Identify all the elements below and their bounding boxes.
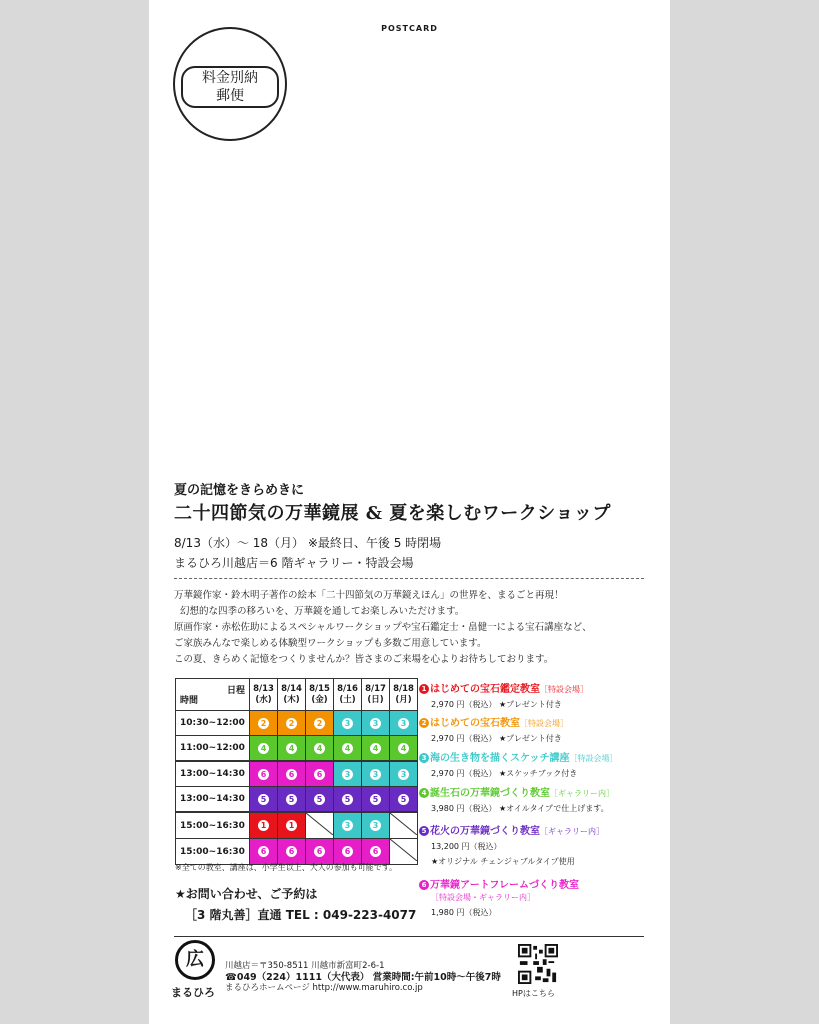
schedule-table xyxy=(175,678,418,865)
workshop-number: 5 xyxy=(286,794,297,805)
schedule-row xyxy=(176,761,418,787)
workshop-number: 4 xyxy=(314,743,325,754)
schedule-cell xyxy=(390,839,418,865)
workshop-number: 3 xyxy=(370,820,381,831)
schedule-cell xyxy=(334,812,362,839)
schedule-row xyxy=(176,787,418,813)
workshop-name: 万華鏡アートフレームづくり教室 xyxy=(430,880,579,891)
schedule-day-header xyxy=(278,679,306,711)
schedule-day-header xyxy=(390,679,418,711)
day-date: 8/13 xyxy=(253,683,274,694)
schedule-cell xyxy=(250,812,278,839)
workshop-title xyxy=(419,822,669,837)
workshop-name: 誕生石の万華鏡づくり教室 xyxy=(430,788,550,799)
workshop-number: 6 xyxy=(370,846,381,857)
workshop-item xyxy=(419,680,669,710)
workshop-number: 4 xyxy=(370,743,381,754)
schedule-cell xyxy=(362,787,390,813)
day-date: 8/17 xyxy=(365,683,386,694)
day-of-week: (土) xyxy=(339,694,356,705)
schedule-cell xyxy=(334,761,362,787)
workshop-number: 6 xyxy=(258,846,269,857)
schedule-cell xyxy=(278,812,306,839)
workshop-number: 5 xyxy=(398,794,409,805)
schedule-time: 15:00~16:30 xyxy=(176,812,250,839)
schedule-day-header xyxy=(362,679,390,711)
workshop-detail: 3,980 円（税込） ★オイルタイプで仕上げます。 xyxy=(431,804,609,813)
event-tagline: 夏の記憶をきらめきに xyxy=(174,483,305,498)
event-date: 8/13（水）～ 18（月） ※最終日、午後 5 時閉場 xyxy=(174,536,442,550)
schedule-cell xyxy=(390,761,418,787)
schedule-cell xyxy=(306,711,334,736)
day-date: 8/18 xyxy=(393,683,414,694)
workshop-name: 海の生き物を描くスケッチ講座 xyxy=(430,753,570,764)
schedule-cell xyxy=(390,711,418,736)
workshop-name: 花火の万華鏡づくり教室 xyxy=(430,826,540,837)
event-description xyxy=(174,588,664,668)
postage-stamp-mark xyxy=(173,27,287,141)
schedule-row xyxy=(176,839,418,865)
workshop-number: 6 xyxy=(286,769,297,780)
maruhiro-logo-icon: 広 xyxy=(175,940,215,980)
workshop-number: 6 xyxy=(286,846,297,857)
store-address: 川越店＝〒350-8511 川越市新富町2-6-1 xyxy=(225,961,385,971)
schedule-cell xyxy=(278,787,306,813)
schedule-cell xyxy=(250,761,278,787)
description-line: 幻想的な四季の移ろいを、万華鏡を通してお楽しみいただけます。 xyxy=(180,606,465,617)
store-homepage[interactable]: まるひろホームページ http://www.maruhiro.co.jp xyxy=(225,983,423,993)
schedule-day-header xyxy=(250,679,278,711)
workshop-number: 4 xyxy=(286,743,297,754)
workshop-detail-extra: ★オリジナル チェンジャブルタイプ使用 xyxy=(431,857,575,866)
workshop-location: ［ギャラリー内］ xyxy=(540,827,604,836)
schedule-cell xyxy=(334,736,362,762)
workshop-number: 6 xyxy=(314,846,325,857)
workshop-number: 3 xyxy=(419,753,429,763)
no-session-slash xyxy=(306,813,333,835)
workshop-title xyxy=(419,749,669,764)
postcard xyxy=(149,0,670,1024)
workshop-title xyxy=(419,714,669,729)
corner-date-label: 日程 xyxy=(226,686,245,696)
store-phone: ☎049（224）1111（大代表） 営業時間:午前10時～午後7時 xyxy=(225,972,501,983)
day-of-week: (日) xyxy=(367,694,384,705)
workshop-number: 2 xyxy=(258,718,269,729)
workshop-number: 3 xyxy=(370,718,381,729)
schedule-day-header xyxy=(306,679,334,711)
schedule-cell xyxy=(362,812,390,839)
divider xyxy=(174,578,644,579)
schedule-cell xyxy=(250,736,278,762)
schedule-cell xyxy=(306,812,334,839)
schedule-cell xyxy=(390,736,418,762)
schedule-time: 11:00~12:00 xyxy=(176,736,250,762)
workshop-number: 6 xyxy=(342,846,353,857)
day-of-week: (木) xyxy=(283,694,300,705)
event-venue: まるひろ川越店＝6 階ギャラリー・特設会場 xyxy=(174,556,414,570)
workshop-number: 5 xyxy=(419,826,429,836)
workshop-number: 4 xyxy=(342,743,353,754)
workshop-number: 4 xyxy=(419,788,429,798)
schedule-row xyxy=(176,736,418,762)
schedule-cell xyxy=(306,839,334,865)
schedule-note: ※全ての教室、講座は、小学生以上、大人の参加も可能です。 xyxy=(175,863,398,872)
workshop-number: 3 xyxy=(342,718,353,729)
day-of-week: (水) xyxy=(255,694,272,705)
schedule-day-header xyxy=(334,679,362,711)
schedule-time: 10:30~12:00 xyxy=(176,711,250,736)
workshop-detail: 2,970 円（税込） ★プレゼント付き xyxy=(431,734,562,743)
workshop-number: 2 xyxy=(286,718,297,729)
workshop-location: ［特設会場・ギャラリー内］ xyxy=(431,893,535,902)
day-of-week: (金) xyxy=(311,694,328,705)
description-line: この夏、きらめく記憶をつくりませんか？皆さまのご来場を心よりお待ちしております。 xyxy=(174,654,554,665)
stamp-line-2: 郵便 xyxy=(216,88,244,104)
schedule-cell xyxy=(362,839,390,865)
workshop-item xyxy=(419,876,669,918)
workshop-number: 6 xyxy=(258,769,269,780)
workshop-number: 6 xyxy=(314,769,325,780)
schedule-time: 15:00~16:30 xyxy=(176,839,250,865)
stamp-line-1: 料金別納 xyxy=(202,70,258,86)
postcard-label: POSTCARD xyxy=(381,24,438,33)
workshop-name: はじめての宝石鑑定教室 xyxy=(430,684,540,695)
workshop-number: 5 xyxy=(342,794,353,805)
workshop-name: はじめての宝石教室 xyxy=(430,718,520,729)
schedule-cell xyxy=(278,736,306,762)
workshop-number: 1 xyxy=(419,684,429,694)
workshop-title xyxy=(419,680,669,695)
schedule-cell xyxy=(390,812,418,839)
schedule-row xyxy=(176,812,418,839)
workshop-location: ［ギャラリー内］ xyxy=(550,789,614,798)
schedule-cell xyxy=(278,761,306,787)
workshop-number: 5 xyxy=(314,794,325,805)
event-title: 二十四節気の万華鏡展 & 夏を楽しむワークショップ xyxy=(174,503,611,524)
schedule-cell xyxy=(306,736,334,762)
corner-time-label: 時間 xyxy=(180,696,199,706)
workshop-number: 1 xyxy=(258,820,269,831)
schedule-cell xyxy=(306,787,334,813)
workshop-item xyxy=(419,714,669,744)
inquiry-heading: ★お問い合わせ、ご予約は xyxy=(175,887,318,901)
workshop-number: 3 xyxy=(342,820,353,831)
workshop-number: 5 xyxy=(258,794,269,805)
schedule-row xyxy=(176,711,418,736)
qr-label: HPはこちら xyxy=(512,989,555,998)
day-date: 8/15 xyxy=(309,683,330,694)
workshop-item xyxy=(419,784,669,814)
schedule-cell xyxy=(362,711,390,736)
schedule-cell xyxy=(278,711,306,736)
workshop-number: 4 xyxy=(258,743,269,754)
workshop-title xyxy=(419,876,669,891)
workshop-location: ［特設会場］ xyxy=(540,685,588,694)
schedule-cell xyxy=(362,736,390,762)
workshop-number: 6 xyxy=(419,880,429,890)
workshop-number: 2 xyxy=(419,718,429,728)
schedule-cell xyxy=(250,711,278,736)
workshop-number: 3 xyxy=(398,718,409,729)
workshop-number: 1 xyxy=(286,820,297,831)
workshop-number: 5 xyxy=(370,794,381,805)
workshop-detail: 13,200 円（税込） xyxy=(431,842,502,851)
schedule-cell xyxy=(250,839,278,865)
schedule-cell xyxy=(250,787,278,813)
logo-text: まるひろ xyxy=(171,986,215,999)
schedule-time: 13:00~14:30 xyxy=(176,761,250,787)
workshop-number: 3 xyxy=(370,769,381,780)
schedule-cell xyxy=(278,839,306,865)
day-date: 8/14 xyxy=(281,683,302,694)
workshop-location: ［特設会場］ xyxy=(569,754,618,763)
schedule-cell xyxy=(334,711,362,736)
schedule-cell xyxy=(306,761,334,787)
workshop-item xyxy=(419,822,669,867)
qr-code-icon[interactable] xyxy=(518,944,558,984)
schedule-cell xyxy=(334,787,362,813)
workshop-title xyxy=(419,784,669,799)
store-address-block xyxy=(225,961,501,994)
workshop-number: 4 xyxy=(398,743,409,754)
schedule-cell xyxy=(334,839,362,865)
footer-divider xyxy=(174,936,644,937)
workshop-number: 2 xyxy=(314,718,325,729)
workshop-item xyxy=(419,749,669,779)
day-date: 8/16 xyxy=(337,683,358,694)
no-session-slash xyxy=(390,813,417,835)
schedule-time: 13:00~14:30 xyxy=(176,787,250,813)
description-line: ご家族みんなで楽しめる体験型ワークショップも多数ご用意しています。 xyxy=(174,638,487,649)
schedule-cell xyxy=(362,761,390,787)
schedule-cell xyxy=(390,787,418,813)
workshop-detail: 2,970 円（税込） ★プレゼント付き xyxy=(431,700,562,709)
workshop-number: 3 xyxy=(398,769,409,780)
no-session-slash xyxy=(390,839,417,861)
inquiry-contact: ［3 階丸善］直通 TEL : 049-223-4077 xyxy=(185,908,417,922)
day-of-week: (月) xyxy=(395,694,412,705)
schedule-corner xyxy=(176,679,250,711)
workshop-detail: 1,980 円（税込） xyxy=(431,908,497,917)
workshop-number: 3 xyxy=(342,769,353,780)
workshop-location: ［特設会場］ xyxy=(520,719,568,728)
description-line: 原画作家・赤松佐助によるスペシャルワークショップや宝石鑑定士・畠健一による宝石講座など、 xyxy=(174,622,592,633)
description-line: 万華鏡作家・鈴木明子著作の絵本「二十四節気の万華鏡えほん」の世界を、まるごと再現！ xyxy=(174,590,564,601)
workshop-detail: 2,970 円（税込） ★スケッチブック付き xyxy=(431,769,578,778)
